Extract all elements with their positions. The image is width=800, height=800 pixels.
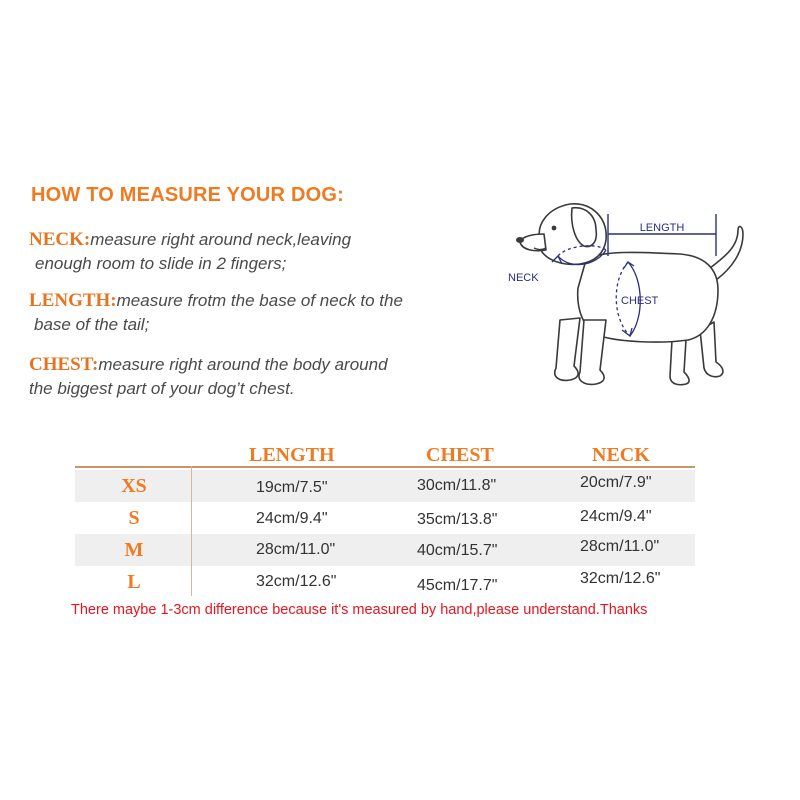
neck-term: NECK:	[29, 229, 91, 250]
eye-icon	[552, 226, 557, 231]
length-term: LENGTH:	[29, 290, 117, 311]
dog-diagram	[500, 190, 760, 400]
neck-text-line1: measure right around neck,leaving	[90, 230, 352, 249]
cell-xs-neck: 20cm/7.9"	[580, 474, 652, 491]
cell-xs-chest: 30cm/11.8"	[417, 477, 497, 494]
cell-m-chest: 40cm/15.7"	[417, 542, 498, 559]
chest-diagram-label: CHEST	[621, 295, 659, 307]
cell-s-length: 24cm/9.4"	[256, 510, 328, 527]
length-text-line1: measure frotm the base of neck to the	[116, 291, 403, 310]
neck-text-line2: enough room to slide in 2 fingers;	[35, 254, 287, 273]
header-length: LENGTH	[249, 444, 335, 466]
measurement-note: There maybe 1-3cm difference because it's measured by hand,please understand.Thanks	[71, 602, 648, 618]
length-diagram-label: LENGTH	[639, 222, 685, 234]
size-s: S	[128, 507, 140, 529]
header-chest: CHEST	[426, 444, 494, 466]
length-measure-icon	[608, 214, 716, 256]
cell-m-length: 28cm/11.0"	[256, 541, 336, 558]
chest-text-line2: the biggest part of your dog’t chest.	[29, 379, 295, 398]
cell-l-chest: 45cm/17.7"	[417, 577, 498, 594]
size-xs: XS	[121, 475, 147, 497]
size-m: M	[124, 539, 144, 561]
neck-diagram-label: NECK	[508, 272, 539, 284]
cell-xs-length: 19cm/7.5"	[256, 479, 328, 496]
chest-text-line1: measure right around the body around	[98, 355, 388, 374]
cell-m-neck: 28cm/11.0"	[580, 538, 660, 555]
length-text-line2: base of the tail;	[34, 315, 150, 334]
length-instruction	[29, 289, 469, 337]
neck-instruction	[29, 228, 449, 276]
cell-l-length: 32cm/12.6"	[256, 573, 337, 590]
header-neck: NECK	[592, 444, 650, 466]
chest-instruction	[29, 353, 449, 401]
cell-s-chest: 35cm/13.8"	[417, 511, 498, 528]
cell-l-neck: 32cm/12.6"	[580, 570, 661, 587]
size-l: L	[127, 571, 141, 593]
cell-s-neck: 24cm/9.4"	[580, 508, 652, 525]
nose-icon	[516, 237, 524, 243]
page-heading: HOW TO MEASURE YOUR DOG:	[31, 184, 344, 206]
chest-term: CHEST:	[29, 354, 99, 375]
